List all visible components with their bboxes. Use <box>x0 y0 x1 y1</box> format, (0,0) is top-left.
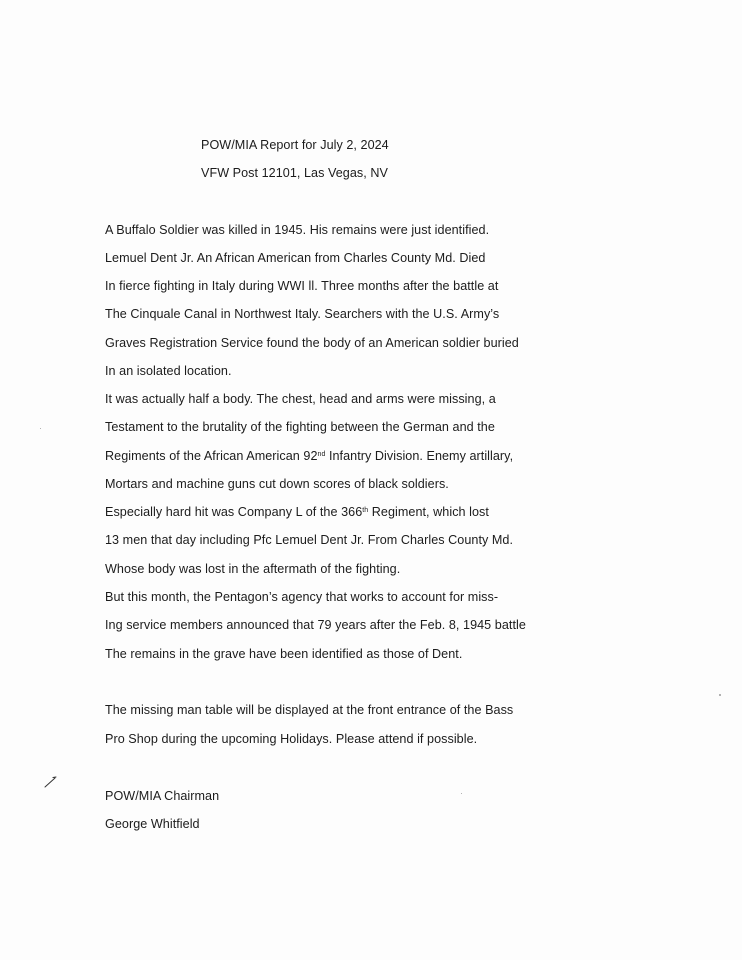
body-line: Lemuel Dent Jr. An African American from Charles County Md. Died <box>105 251 486 265</box>
body-line: The Cinquale Canal in Northwest Italy. Searchers with the U.S. Army’s <box>105 307 500 321</box>
body-line: The remains in the grave have been identified as those of Dent. <box>105 647 463 661</box>
body-line-text: Especially hard hit was Company L of the 366 <box>105 505 363 519</box>
body-line <box>105 448 513 464</box>
signature-name: George Whitfield <box>105 817 200 831</box>
ordinal-suffix: nd <box>317 451 326 458</box>
announcement-line: Pro Shop during the upcoming Holidays. Please attend if possible. <box>105 732 478 746</box>
body-line: 13 men that day including Pfc Lemuel Dent Jr. From Charles County Md. <box>105 533 514 547</box>
scan-speck <box>40 428 41 429</box>
ordinal-suffix: th <box>362 507 369 514</box>
body-line-text: Regiment, which lost <box>368 505 489 519</box>
report-title: POW/MIA Report for July 2, 2024 <box>201 138 389 152</box>
body-line: In fierce fighting in Italy during WWI ll. Three months after the battle at <box>105 279 499 293</box>
post-name: VFW Post 12101, Las Vegas, NV <box>201 166 388 180</box>
body-line <box>105 504 489 520</box>
body-line: Testament to the brutality of the fighting between the German and the <box>105 420 495 434</box>
body-line: A Buffalo Soldier was killed in 1945. His remains were just identified. <box>105 223 490 237</box>
body-line: In an isolated location. <box>105 364 232 378</box>
scan-speck <box>719 694 721 696</box>
announcement-line: The missing man table will be displayed at the front entrance of the Bass <box>105 703 514 717</box>
pen-stroke-mark <box>44 776 57 788</box>
body-line: Graves Registration Service found the body of an American soldier buried <box>105 336 519 350</box>
scan-speck <box>461 793 462 794</box>
body-line-text: Infantry Division. Enemy artillary, <box>325 449 514 463</box>
body-line: Mortars and machine guns cut down scores of black soldiers. <box>105 477 449 491</box>
body-line: It was actually half a body. The chest, head and arms were missing, a <box>105 392 496 406</box>
body-line: Whose body was lost in the aftermath of the fighting. <box>105 562 401 576</box>
signature-role: POW/MIA Chairman <box>105 789 220 803</box>
body-line: Ing service members announced that 79 years after the Feb. 8, 1945 battle <box>105 618 526 632</box>
body-line-text: Regiments of the African American 92 <box>105 449 318 463</box>
body-line: But this month, the Pentagon’s agency that works to account for miss- <box>105 590 499 604</box>
